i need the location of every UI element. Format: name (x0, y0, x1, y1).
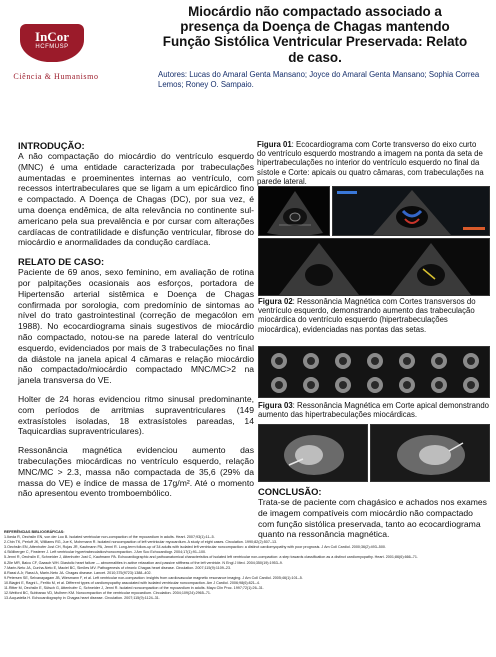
logo-emblem (20, 24, 84, 62)
echo-fan-graphic (259, 187, 330, 236)
echo-doppler-graphic (333, 187, 490, 236)
reference-item: 8.Rassi A Jr, Rassi A, Marin-Neto JA. Chagas disease. Lancet. 2010;375(9723):1388–402. (4, 570, 152, 575)
reference-item: 6.Zile MR, Baicu CF, Gaasch WH. Diastolic heart failure — abnormalities in active relaxation and passive stiffness of the left ventricle. N Engl J Med. 2004;350(19):1953–9. (4, 560, 283, 565)
figure-1-caption (257, 140, 487, 186)
mri-grid-graphic (259, 347, 490, 398)
logo-main-text: InCor (35, 29, 69, 44)
figure-1-echo-image-right (332, 186, 490, 236)
title-line-4: de caso. (288, 49, 342, 65)
case-paragraph-1: Paciente de 69 anos, sexo feminino, em avaliação de rotina por palpitações ocasionais aos esforços, portadora de Hipertensão arterial sistêmica e Doença de Chagas confirmada por sorologia, com predomínio de sintomas ao nível do trato gastrointestinal (correção de megacólon em 1988). No ecocardiograma sinais sugestivos de miocárdio não compactado, notou-se na parede lateral do ventrículo esquerdo, evidenciados por mais de 3 trabeculações no final da diástole na janela apical 4 câmaras e relação miocárdio não compactado/miocárdio compactado MNC/MC>2 na janela transversa do VE. (18, 267, 254, 386)
case-paragraph-3: Ressonância magnética evidenciou aumento das trabeculações miocárdicas no ventrículo esquerdo, relação MNC/MC > 2.3, massa não compactada de 35,6 (29% da massa do VE) e índice de massa de 17g/m². Até o momento não apresentou evento tromboembólico. (18, 445, 254, 499)
figure-2-caption (258, 297, 490, 334)
reference-item: 10.Biagini E, Ragni L, Ferlito M, et al. Different types of cardiomyopathy associated with isolated ventricular noncompaction. Am J Cardiol. 2006;98(6):821–4. (4, 580, 260, 585)
reference-item: 1.Ikeda R, Oechslin EN, von der Loo B. Isolated ventricular non-compaction of the myocardium in adults. Heart. 2007;93(1):11–5. (4, 535, 215, 540)
figure-2-mri-image (258, 346, 490, 398)
title-line-3: Função Sistólica Ventricular Preservada: Relato (162, 34, 468, 50)
reference-item: 9.Petersen SE, Selvanayagam JB, Wiesmann F, et al. Left ventricular non-compaction: insights from cardiovascular magnetic resonance imaging. J Am Coll Cardiol. 2005;46(1):101–5. (4, 575, 303, 580)
logo-tagline: Ciência & Humanismo (13, 72, 99, 81)
reference-item: 3.Oechslin EN, Attenhofer Jost CH, Rojas JR, Kaufmann PA, Jenni R. Long-term follow-up of 34 adults with isolated left ventricular noncompaction: a distinct cardiomyopathy with poor prognosis. J Am Coll Cardiol. 2000;36(2):493–500. (4, 545, 386, 550)
mri-apical-left-graphic (259, 425, 368, 482)
figure-2-text: : Ressonância Magnética com Cortes transversos do ventrículo esquerdo, demonstrando aumento das trabeculação miocárdica do ventrículo esquerdo (hipertrabeculações miocárdica), evidenciadas nas pontas das setas. (258, 297, 476, 334)
poster-title (150, 4, 480, 65)
figure-1-echo-image-left (258, 186, 330, 236)
reference-item: 12.Weiford BC, Subbarao VD, Mulhern KM. Noncompaction of the ventricular myocardium. Circulation. 2004;109(24):2965–71. (4, 591, 211, 596)
intro-heading: INTRODUÇÃO: (18, 140, 85, 151)
intro-text: A não compactação do miocárdio do ventrículo esquerdo (MNC) é uma entidade caracterizada por trabeculações aumentadas e proeminentes internas ao ventrículo, com recessos intertrabeculares que se ligam a um epicárdico fino e compactado. A Doença de Chagas (DC), por sua vez, é uma doença endêmica, de alta relevância no continente sul-americano pela sua prevalência e por cursar com alterações cardíacas de contratilidade e disfunção ventricular, fibrose do miocárdio e anormalidades da condução cardíaca. (18, 151, 254, 248)
authors-line: Autores: Lucas do Amaral Genta Mansano; Joyce do Amaral Genta Mansano; Sophia Correa Lemos; Roney O. Sampaio. (158, 70, 480, 89)
figure-1-label: Figura 01 (257, 140, 292, 149)
logo-sub-text: HCFMUSP (35, 44, 69, 50)
figure-1-text: : Ecocardiograma com Corte transverso do eixo curto do ventrículo esquerdo mostrando a imagem na ponta da seta de hipertrabeculações no interior do ventrículo esquerdo no final da sístole e Corte: apicais ou quatro câmaras, com trabeculações na parede lateral. (257, 140, 484, 186)
case-heading: RELATO DE CASO: (18, 256, 105, 268)
title-line-2: presença da Doença de Chagas mantendo (180, 19, 450, 35)
echo-apical-graphic (259, 239, 490, 296)
left-column (18, 140, 254, 499)
reference-item: 11.Ritter M, Oechslin E, Sütsch G, Attenhofer C, Schneider J, Jenni R. Isolated noncompaction of the myocardium in adults. Mayo Clin Proc. 1997;72(1):26–31. (4, 586, 264, 591)
references-section (4, 530, 492, 601)
case-paragraph-2: Holter de 24 horas evidenciou ritmo sinusal predominante, com períodos de arritmias supraventriculares (149 extrasístoles isoladas, 18 extrasístoles pareadas, 14 Taquicardias supraventriculares). (18, 393, 254, 437)
figure-3-mri-image-right (370, 424, 490, 482)
incor-logo (6, 24, 106, 86)
reference-item: 2.Chin TK, Perloff JK, Williams RG, Jue K, Mohrmann R. Isolated noncompaction of left ventricular myocardium. A study of eight cases. Circulation. 1990;82(2):507–13. (4, 540, 278, 545)
figure-3-text: : Ressonância Magnética em Corte apical demonstrando aumento das hipertrabeculações miocárdicas. (258, 401, 489, 420)
reference-item: 5.Jenni R, Oechslin E, Schneider J, Attenhofer Jost C, Kaufmann PA. Echocardiographic and pathoanatomical characteristics of isolated left ventricular non-compaction: a step towards classification as a distinct cardiomyopathy. Heart. 2001;86(6):666–71. (4, 555, 418, 560)
references-title: REFERÊNCIAS BIBLIOGRÁFICAS: (4, 530, 65, 534)
title-line-1: Miocárdio não compactado associado a (188, 4, 442, 19)
figure-2-label: Figura 02 (258, 297, 293, 306)
reference-item: 7.Marin-Neto JA, Cunha-Neto E, Maciel BC, Simões MV. Pathogenesis of chronic Chagas heart disease. Circulation. 2007;115(9):1109–23. (4, 565, 232, 570)
conclusion-heading: CONCLUSÃO: (258, 486, 322, 497)
reference-item: 4.Stöllberger C, Finsterer J. Left ventricular hypertrabeculation/noncompaction. J Am Soc Echocardiogr. 2004;17(1):91–100. (4, 550, 207, 555)
right-column (257, 140, 489, 186)
figure-1-echo-image-bottom (258, 238, 490, 296)
conclusion-text: Trata-se de paciente com chagásico e achados nos exames de imagem compatíveis com miocárdio não compactado com função sistólica preservada, tanto ao ecocardiograma quanto na ressonância magnética. (258, 497, 487, 540)
figure-3-label: Figura 03 (258, 401, 293, 410)
figure-3-mri-image-left (258, 424, 368, 482)
figure-3-caption (258, 401, 490, 419)
reference-item: 13.Acquatella H. Echocardiography in Chagas heart disease. Circulation. 2007;115(9):1124–31. (4, 596, 160, 601)
mri-apical-right-graphic (371, 425, 490, 482)
